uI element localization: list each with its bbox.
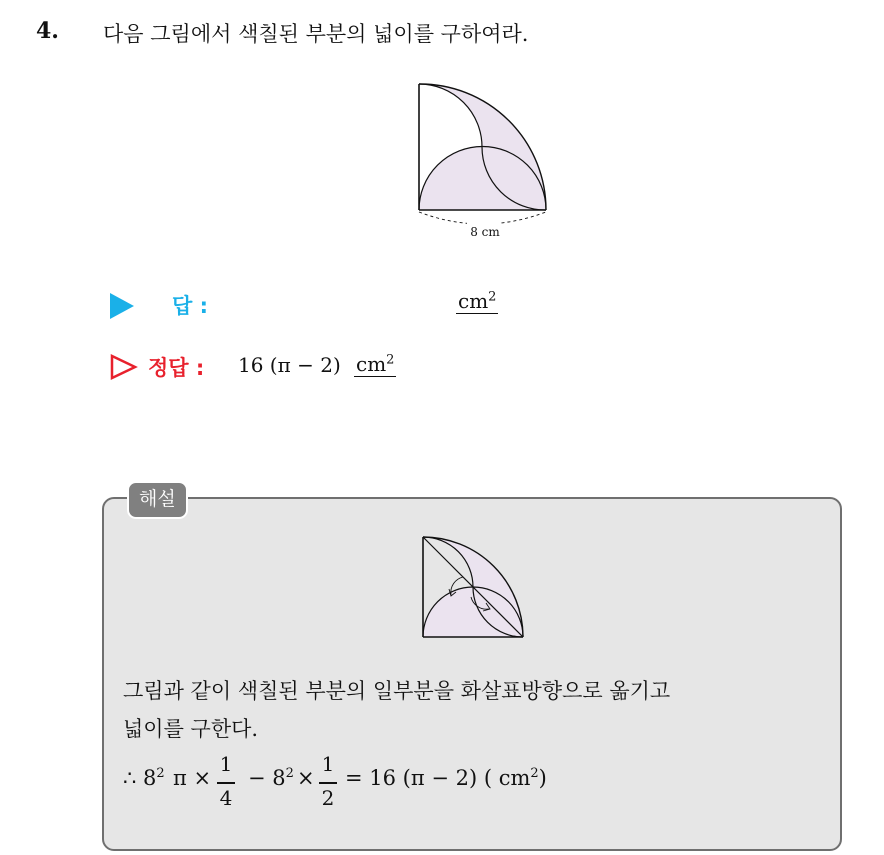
answer-unit: $cm^2$ [458,289,497,313]
outline-triangle-icon [110,354,138,380]
play-triangle-icon [110,293,134,319]
formula-times: × [297,766,315,790]
formula-therefore: ∴ $8^2$ [123,766,165,790]
answer-label: 답 : [172,294,208,318]
formula-result: = 16 (π − 2) ( $cm^2$) [345,766,547,790]
answer-row [110,290,530,320]
solution-line-2: 넓이를 구한다. [123,717,259,741]
formula-pi-times: π × [173,766,212,790]
dimension-label: 8 cm [470,225,500,239]
question-number: 4. [36,18,59,44]
correct-label: 정답 : [148,356,205,380]
correct-unit: $cm^2$ [356,352,395,376]
question-figure [405,78,565,243]
correct-value: 16 (π − 2) [238,353,341,377]
question-text: 다음 그림에서 색칠된 부분의 넓이를 구하여라. [103,22,529,46]
solution-tag: 해설 [127,481,188,519]
solution-line-1: 그림과 같이 색칠된 부분의 일부분을 화살표방향으로 옮기고 [123,679,671,703]
correct-answer-row [110,352,530,382]
solution-figure [418,533,528,643]
formula-minus: − $8^2$ [248,766,294,790]
